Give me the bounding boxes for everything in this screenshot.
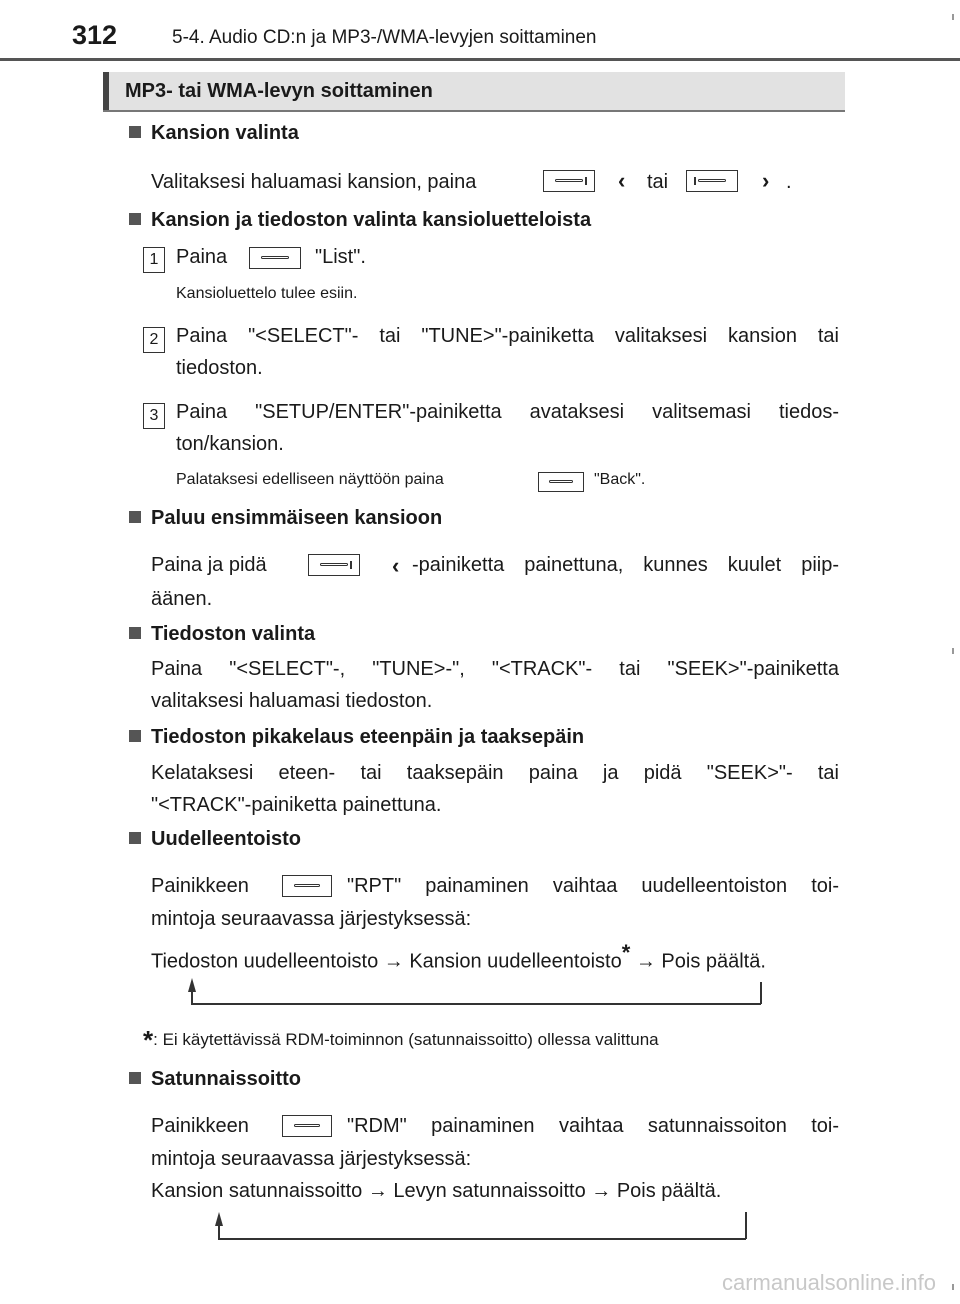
- loop-line-bottom: [218, 1238, 746, 1240]
- step1-text-pre: Paina: [176, 246, 228, 268]
- square-bullet-icon: [129, 832, 141, 844]
- step-number-1: 1: [143, 247, 165, 273]
- heading-file-select: Tiedoston valinta: [129, 623, 315, 646]
- repeat-sequence: Tiedoston uudelleentoisto → Kansion uudelleentoisto* → Pois päältä.: [151, 940, 766, 973]
- repeat-line1-post: "RPT" painaminen vaihtaa uudelleentoiston toi-: [347, 875, 839, 897]
- arrow-up-icon: [215, 1212, 223, 1226]
- fast-seek-line2: "<TRACK"-painiketta painettuna.: [151, 794, 442, 816]
- step2-line1: Paina "<SELECT"- tai "TUNE>"-painiketta valitaksesi kansion tai: [176, 325, 839, 347]
- footnote: *: Ei käytettävissä RDM-toiminnon (satunnaissoitto) ollessa valittuna: [143, 1025, 659, 1055]
- random-line2: mintoja seuraavassa järjestyksessä:: [151, 1148, 472, 1170]
- section-banner-underline: [103, 110, 845, 112]
- heading-random: Satunnaissoitto: [129, 1068, 301, 1091]
- chevron-right-icon: ›: [762, 168, 770, 193]
- rdm-button-icon: [282, 1115, 332, 1137]
- loop-line-bottom: [191, 1003, 761, 1005]
- repeat-line2: mintoja seuraavassa järjestyksessä:: [151, 908, 472, 930]
- step1-text-post: "List".: [315, 246, 366, 268]
- chevron-left-icon: ‹: [618, 168, 626, 193]
- edge-tick: [952, 14, 954, 20]
- list-button-icon: [249, 247, 301, 269]
- seek-back-button-icon: [308, 554, 360, 576]
- seek-forward-button-icon: [686, 170, 738, 192]
- repeat-line1-pre: Painikkeen: [151, 875, 249, 897]
- heading-folder-file-list: Kansion ja tiedoston valinta kansioluetteloista: [129, 209, 591, 232]
- folder-select-end: .: [786, 171, 792, 193]
- fast-seek-line1: Kelataksesi eteen- tai taaksepäin paina ja pidä "SEEK>"- tai: [151, 762, 839, 784]
- square-bullet-icon: [129, 126, 141, 138]
- seek-back-button-icon: [543, 170, 595, 192]
- random-line1-pre: Painikkeen: [151, 1115, 249, 1137]
- step3-note-post: "Back".: [594, 471, 646, 488]
- square-bullet-icon: [129, 511, 141, 523]
- first-folder-line1-post: -painiketta painettuna, kunnes kuulet piip-: [412, 554, 839, 576]
- square-bullet-icon: [129, 730, 141, 742]
- step2-line2: tiedoston.: [176, 357, 263, 379]
- file-select-line2: valitaksesi haluamasi tiedoston.: [151, 690, 433, 712]
- first-folder-line2: äänen.: [151, 588, 213, 610]
- edge-tick: [952, 1284, 954, 1290]
- header-rule: [0, 58, 960, 61]
- loop-line-right: [760, 982, 762, 1004]
- heading-first-folder: Paluu ensimmäiseen kansioon: [129, 507, 442, 530]
- square-bullet-icon: [129, 1072, 141, 1084]
- random-sequence: Kansion satunnaissoitto → Levyn satunnaissoitto → Pois päältä.: [151, 1180, 722, 1202]
- file-select-line1: Paina "<SELECT"-, "TUNE>-", "<TRACK"- tai "SEEK>"-painiketta: [151, 658, 839, 680]
- section-title: MP3- tai WMA-levyn soittaminen: [125, 80, 433, 102]
- random-line1-post: "RDM" painaminen vaihtaa satunnaissoiton toi-: [347, 1115, 839, 1137]
- step1-note: Kansioluettelo tulee esiin.: [176, 285, 358, 302]
- square-bullet-icon: [129, 627, 141, 639]
- loop-line-left: [191, 990, 193, 1004]
- heading-repeat: Uudelleentoisto: [129, 828, 301, 851]
- page-number: 312: [72, 20, 118, 50]
- heading-folder-select: Kansion valinta: [129, 122, 299, 145]
- step3-line2: ton/kansion.: [176, 433, 284, 455]
- step-number-3: 3: [143, 403, 165, 429]
- edge-tick: [952, 648, 954, 654]
- arrow-up-icon: [188, 978, 196, 992]
- chapter-title: 5-4. Audio CD:n ja MP3-/WMA-levyjen soittaminen: [172, 27, 597, 48]
- loop-line-left: [218, 1224, 220, 1239]
- step3-line1: Paina "SETUP/ENTER"-painiketta avataksesi valitsemasi tiedos-: [176, 401, 839, 423]
- step3-note-pre: Palataksesi edelliseen näyttöön paina: [176, 471, 444, 488]
- folder-select-text: Valitaksesi haluamasi kansion, paina: [151, 171, 477, 193]
- square-bullet-icon: [129, 213, 141, 225]
- folder-select-or: tai: [647, 171, 669, 193]
- rpt-button-icon: [282, 875, 332, 897]
- loop-line-right: [745, 1212, 747, 1239]
- first-folder-line1-pre: Paina ja pidä: [151, 554, 267, 576]
- heading-fast-seek: Tiedoston pikakelaus eteenpäin ja taaksepäin: [129, 726, 584, 749]
- step-number-2: 2: [143, 327, 165, 353]
- watermark: carmanualsonline.info: [721, 1270, 936, 1295]
- chevron-left-icon: ‹: [392, 553, 400, 578]
- back-button-icon: [538, 472, 584, 492]
